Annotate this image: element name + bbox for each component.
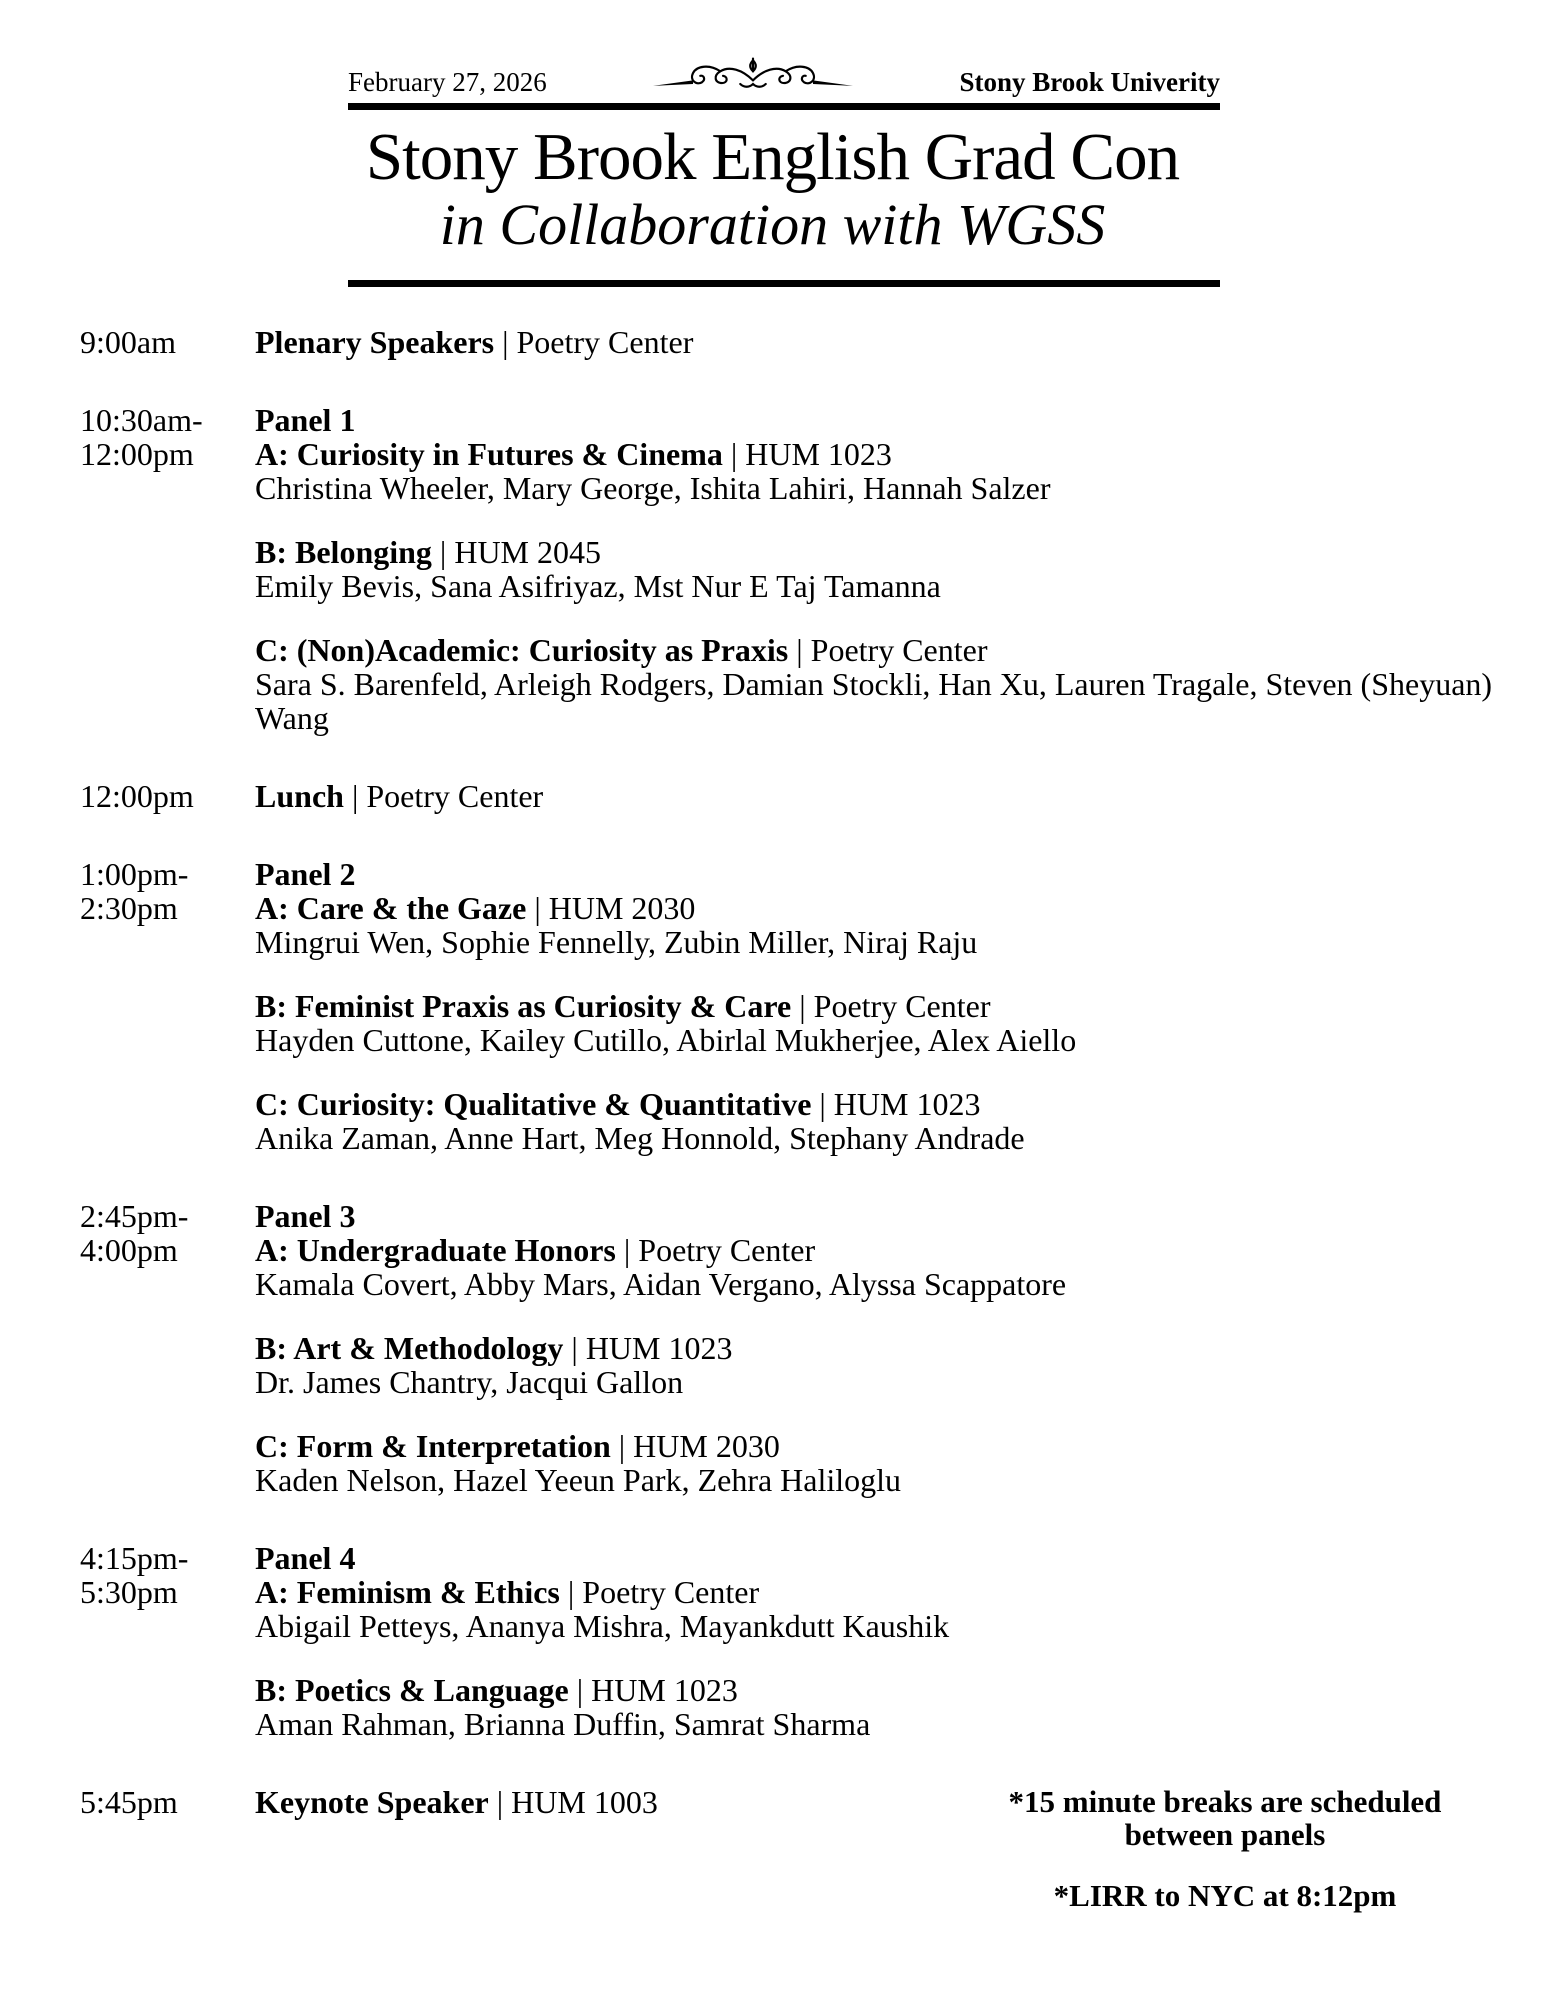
session-title-text: A: Curiosity in Futures & Cinema <box>255 436 723 472</box>
session-title <box>255 1429 1505 1463</box>
event-title-text: Plenary Speakers <box>255 324 495 360</box>
session-speakers: Dr. James Chantry, Jacqui Gallon <box>255 1364 684 1400</box>
time-line: 5:45pm <box>80 1784 178 1820</box>
session-speakers: Kaden Nelson, Hazel Yeeun Park, Zehra Haliloglu <box>255 1462 902 1498</box>
time-line: 9:00am <box>80 324 176 360</box>
session <box>255 989 1505 1057</box>
pipe-separator: | <box>526 890 549 926</box>
time-label <box>80 779 255 813</box>
session <box>255 1233 1505 1301</box>
time-line: 12:00pm <box>80 778 194 814</box>
panel-name: Panel 3 <box>255 1198 356 1234</box>
session-location: HUM 2045 <box>454 534 601 570</box>
page-subtitle: in Collaboration with WGSS <box>439 192 1106 257</box>
session-location: Poetry Center <box>638 1232 816 1268</box>
session-title <box>255 891 1505 925</box>
breaks-note <box>945 1785 1505 1851</box>
session-title <box>255 437 1505 471</box>
row-content <box>255 779 1505 813</box>
session-title <box>255 1331 1505 1365</box>
breaks-note-line: *15 minute breaks are scheduled <box>1008 1784 1442 1819</box>
session-speakers: Aman Rahman, Brianna Duffin, Samrat Sharma <box>255 1706 871 1742</box>
event-date: February 27, 2026 <box>348 67 547 97</box>
session <box>255 1429 1505 1497</box>
session-speakers: Mingrui Wen, Sophie Fennelly, Zubin Miller, Niraj Raju <box>255 924 978 960</box>
session-location: Poetry Center <box>582 1574 760 1610</box>
panel-row <box>80 403 1505 735</box>
time-label <box>80 403 255 735</box>
schedule <box>80 325 1505 1912</box>
session-location: HUM 1023 <box>745 436 892 472</box>
row-content <box>255 1199 1505 1497</box>
session-speakers: Kamala Covert, Abby Mars, Aidan Vergano, Alyssa Scappatore <box>255 1266 1067 1302</box>
session-title <box>255 633 1505 667</box>
session-title-text: C: (Non)Academic: Curiosity as Praxis <box>255 632 789 668</box>
session-speakers: Sara S. Barenfeld, Arleigh Rodgers, Damian Stockli, Han Xu, Lauren Tragale, Steven (Sheyuan) Wang <box>255 666 1493 736</box>
time-label <box>80 857 255 1155</box>
session-title-text: C: Curiosity: Qualitative & Quantitative <box>255 1086 812 1122</box>
pipe-separator: | <box>559 1574 583 1610</box>
pipe-separator: | <box>494 324 517 360</box>
time-line: 1:00pm- <box>80 856 189 892</box>
event-title-text: Keynote Speaker <box>255 1784 489 1820</box>
session-speakers: Emily Bevis, Sana Asifriyaz, Mst Nur E Taj Tamanna <box>255 568 941 604</box>
time-line: 2:45pm- <box>80 1198 189 1234</box>
panel-row <box>80 1541 1505 1741</box>
event-title <box>255 779 1505 813</box>
time-line: 10:30am- <box>80 402 203 438</box>
time-label <box>80 1199 255 1497</box>
title-block <box>0 122 1545 256</box>
pipe-separator: | <box>568 1672 592 1708</box>
session-location: Poetry Center <box>366 778 544 814</box>
panel-name: Panel 4 <box>255 1540 356 1576</box>
session-title <box>255 1087 1505 1121</box>
session-title-text: B: Art & Methodology <box>255 1330 564 1366</box>
title-divider <box>348 280 1220 287</box>
event-row <box>80 779 1505 813</box>
session-speakers: Anika Zaman, Anne Hart, Meg Honnold, Stephany Andrade <box>255 1120 1025 1156</box>
event-title-text: Lunch <box>255 778 344 814</box>
session-location: Poetry Center <box>813 988 991 1024</box>
session-title <box>255 1673 1505 1707</box>
pipe-separator: | <box>811 1086 834 1122</box>
row-content <box>255 325 1505 359</box>
pipe-separator: | <box>488 1784 512 1820</box>
panel-row <box>80 1199 1505 1497</box>
session <box>255 1087 1505 1155</box>
row-content <box>255 857 1505 1155</box>
pipe-separator: | <box>615 1232 639 1268</box>
session <box>255 633 1505 735</box>
session-title-text: B: Feminist Praxis as Curiosity & Care <box>255 988 792 1024</box>
pipe-separator: | <box>722 436 746 472</box>
event-row <box>80 1785 1505 1912</box>
event-row <box>80 325 1505 359</box>
session-title-text: B: Belonging <box>255 534 432 570</box>
session-speakers: Abigail Petteys, Ananya Mishra, Mayankdutt Kaushik <box>255 1608 950 1644</box>
session-title-text: C: Form & Interpretation <box>255 1428 611 1464</box>
row-content <box>255 1785 945 1912</box>
pipe-separator: | <box>563 1330 586 1366</box>
session <box>255 535 1505 603</box>
time-line: 4:15pm- <box>80 1540 189 1576</box>
session-location: Poetry Center <box>516 324 694 360</box>
time-line: 2:30pm <box>80 890 178 926</box>
session-location: HUM 1003 <box>511 1784 658 1820</box>
session-speakers: Christina Wheeler, Mary George, Ishita Lahiri, Hannah Salzer <box>255 470 1051 506</box>
header-band <box>348 52 1220 110</box>
session <box>255 1575 1505 1643</box>
time-line: 4:00pm <box>80 1232 178 1268</box>
pipe-separator: | <box>791 988 814 1024</box>
lirr-note: *LIRR to NYC at 8:12pm <box>1053 1878 1397 1913</box>
event-title <box>255 1785 945 1819</box>
pipe-separator: | <box>431 534 455 570</box>
pipe-separator: | <box>788 632 811 668</box>
session-location: HUM 2030 <box>548 890 696 926</box>
flourish-ornament-icon <box>653 52 853 101</box>
session-title <box>255 1233 1505 1267</box>
panel-name: Panel 1 <box>255 402 356 438</box>
event-title <box>255 325 1505 359</box>
side-notes <box>945 1785 1505 1912</box>
pipe-separator: | <box>610 1428 634 1464</box>
session-speakers: Hayden Cuttone, Kailey Cutillo, Abirlal Mukherjee, Alex Aiello <box>255 1022 1077 1058</box>
panel-row <box>80 857 1505 1155</box>
session-title <box>255 535 1505 569</box>
breaks-note-line: between panels <box>1124 1817 1326 1852</box>
session-location: HUM 1023 <box>585 1330 733 1366</box>
page-title: Stony Brook English Grad Con <box>365 120 1180 194</box>
panel-name: Panel 2 <box>255 856 356 892</box>
time-label <box>80 325 255 359</box>
time-line: 12:00pm <box>80 436 194 472</box>
time-line: 5:30pm <box>80 1574 178 1610</box>
institution-name: Stony Brook Univerity <box>959 67 1220 97</box>
session <box>255 437 1505 505</box>
pipe-separator: | <box>343 778 367 814</box>
session-location: Poetry Center <box>810 632 988 668</box>
session-location: HUM 1023 <box>833 1086 981 1122</box>
session-title-text: B: Poetics & Language <box>255 1672 569 1708</box>
session-location: HUM 2030 <box>633 1428 780 1464</box>
session-title-text: A: Feminism & Ethics <box>255 1574 560 1610</box>
session-title-text: A: Care & the Gaze <box>255 890 527 926</box>
time-label <box>80 1785 255 1912</box>
session <box>255 1331 1505 1399</box>
session-title <box>255 989 1505 1023</box>
row-content <box>255 1541 1505 1741</box>
session-title-text: A: Undergraduate Honors <box>255 1232 616 1268</box>
session-location: HUM 1023 <box>591 1672 738 1708</box>
session <box>255 1673 1505 1741</box>
session-title <box>255 1575 1505 1609</box>
session <box>255 891 1505 959</box>
time-label <box>80 1541 255 1741</box>
row-content <box>255 403 1505 735</box>
